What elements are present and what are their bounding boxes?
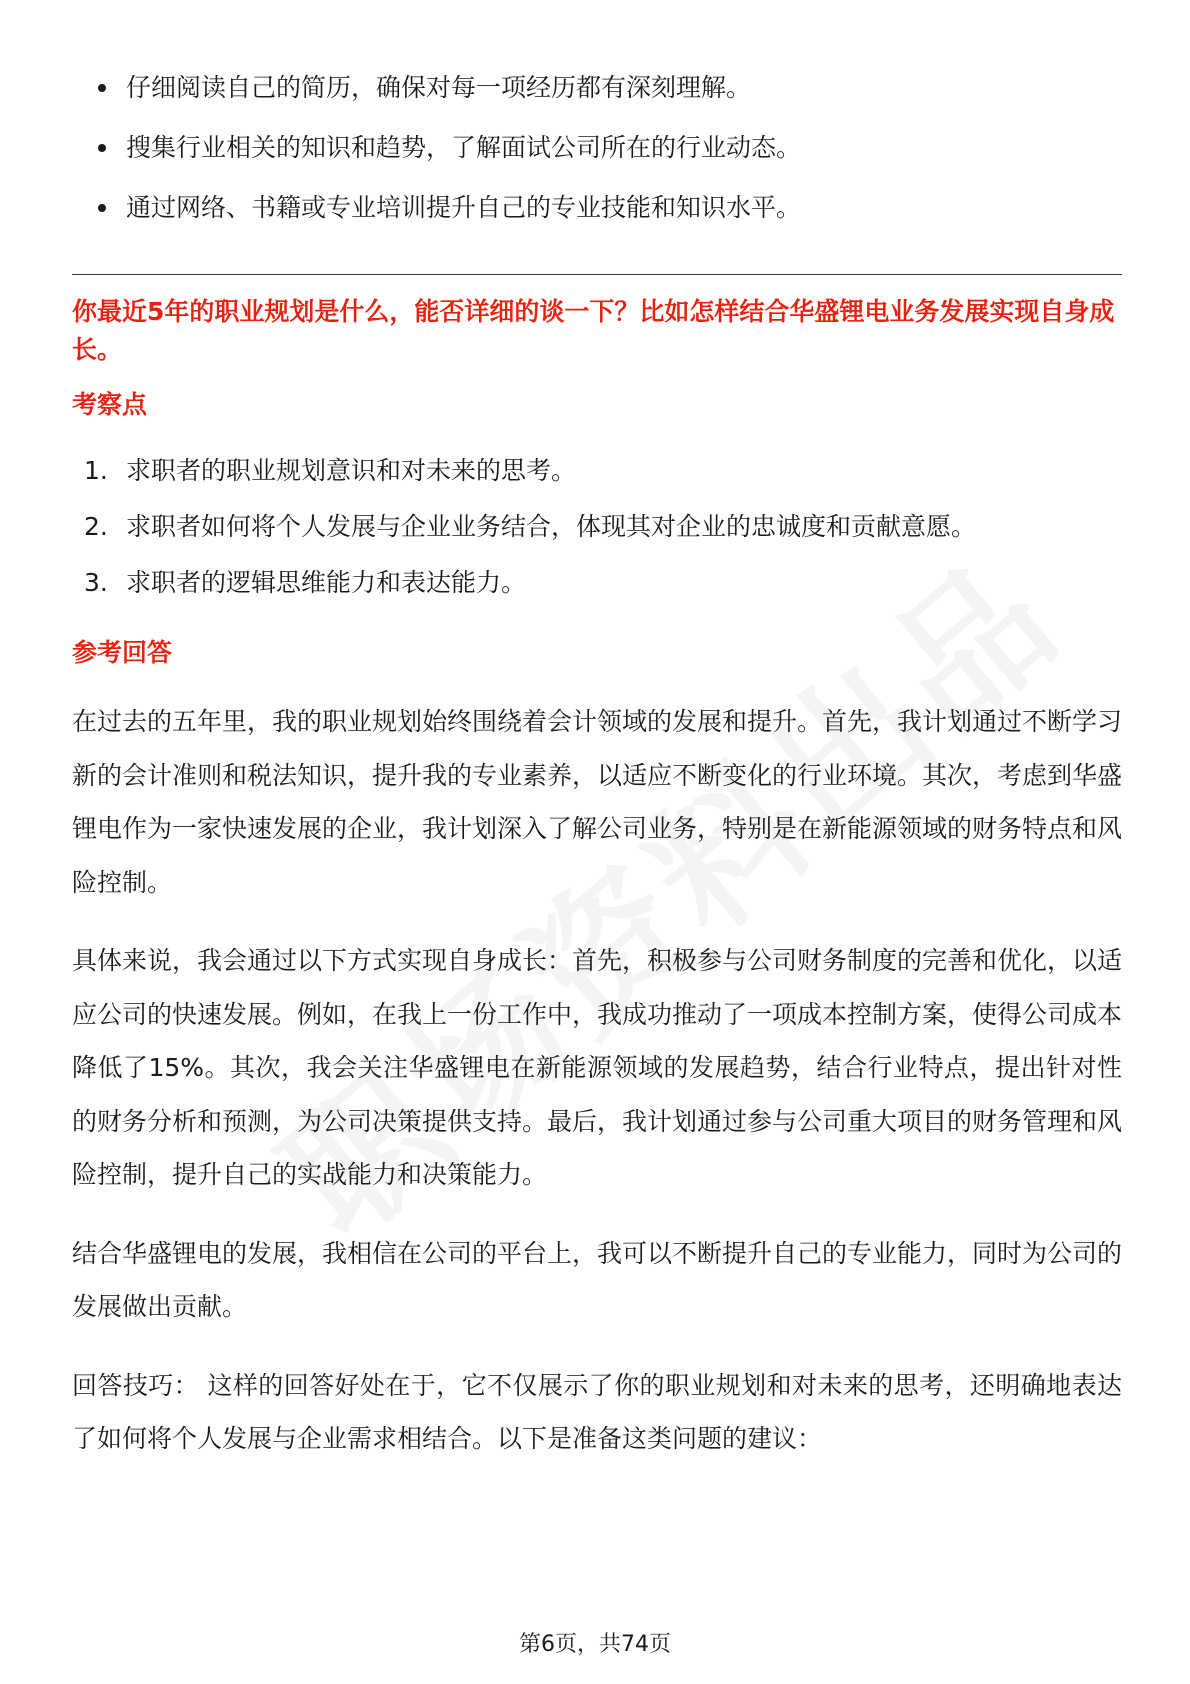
answer-tips-paragraph: 回答技巧： 这样的回答好处在于，它不仅展示了你的职业规划和对未来的思考，还明确地表达了如何将个人发展与企业需求相结合。以下是准备这类问题的建议： bbox=[72, 1370, 1122, 1453]
assessment-heading: 考察点 bbox=[72, 390, 148, 419]
answer-heading: 参考回答 bbox=[72, 638, 173, 667]
list-item bbox=[72, 178, 1122, 238]
answer-paragraph: 结合华盛锂电的发展，我相信在公司的平台上，我可以不断提升自己的专业能力，同时为公司的发展做出贡献。 bbox=[72, 1238, 1123, 1321]
list-item bbox=[72, 499, 1122, 555]
item-number: 1. bbox=[84, 456, 108, 485]
answer-paragraph: 在过去的五年里，我的职业规划始终围绕着会计领域的发展和提升。首先，我计划通过不断学习新的会计准则和税法知识，提升我的专业素养，以适应不断变化的行业环境。其次，考虑到华盛锂电作为一家快速发展的企业，我计划深入了解公司业务，特别是在新能源领域的财务特点和风险控制。 bbox=[72, 707, 1123, 897]
section-divider bbox=[72, 274, 1122, 275]
prep-bullet-list bbox=[72, 58, 1122, 238]
bullet-dot-icon bbox=[98, 204, 106, 212]
list-item bbox=[72, 443, 1122, 499]
item-number: 2. bbox=[84, 512, 108, 541]
assessment-list bbox=[72, 443, 1122, 611]
bullet-dot-icon bbox=[98, 84, 106, 92]
page-number: 第6页，共74页 bbox=[519, 1632, 671, 1657]
bullet-text: 通过网络、书籍或专业培训提升自己的专业技能和知识水平。 bbox=[126, 193, 802, 222]
item-text: 求职者的逻辑思维能力和表达能力。 bbox=[126, 568, 527, 597]
list-item bbox=[72, 118, 1122, 178]
item-number: 3. bbox=[84, 568, 108, 597]
answer-paragraph: 具体来说，我会通过以下方式实现自身成长：首先，积极参与公司财务制度的完善和优化，以适应公司的快速发展。例如，在我上一份工作中，我成功推动了一项成本控制方案，使得公司成本降低了15%。其次，我会关注华盛锂电在新能源领域的发展趋势，结合行业特点，提出针对性的财务分析和预测，为公司决策提供支持。最后，我计划通过参与公司重大项目的财务管理和风险控制，提升自己的实战能力和决策能力。 bbox=[72, 946, 1123, 1189]
page-content bbox=[72, 58, 1122, 1466]
list-item bbox=[72, 555, 1122, 611]
bullet-text: 搜集行业相关的知识和趋势，了解面试公司所在的行业动态。 bbox=[126, 133, 802, 162]
item-text: 求职者的职业规划意识和对未来的思考。 bbox=[126, 456, 577, 485]
interview-question: 你最近5年的职业规划是什么，能否详细的谈一下？比如怎样结合华盛锂电业务发展实现自身成长。 bbox=[72, 297, 1115, 364]
list-item bbox=[72, 58, 1122, 118]
bullet-dot-icon bbox=[98, 144, 106, 152]
bullet-text: 仔细阅读自己的简历，确保对每一项经历都有深刻理解。 bbox=[126, 73, 752, 102]
item-text: 求职者如何将个人发展与企业业务结合，体现其对企业的忠诚度和贡献意愿。 bbox=[126, 512, 977, 541]
